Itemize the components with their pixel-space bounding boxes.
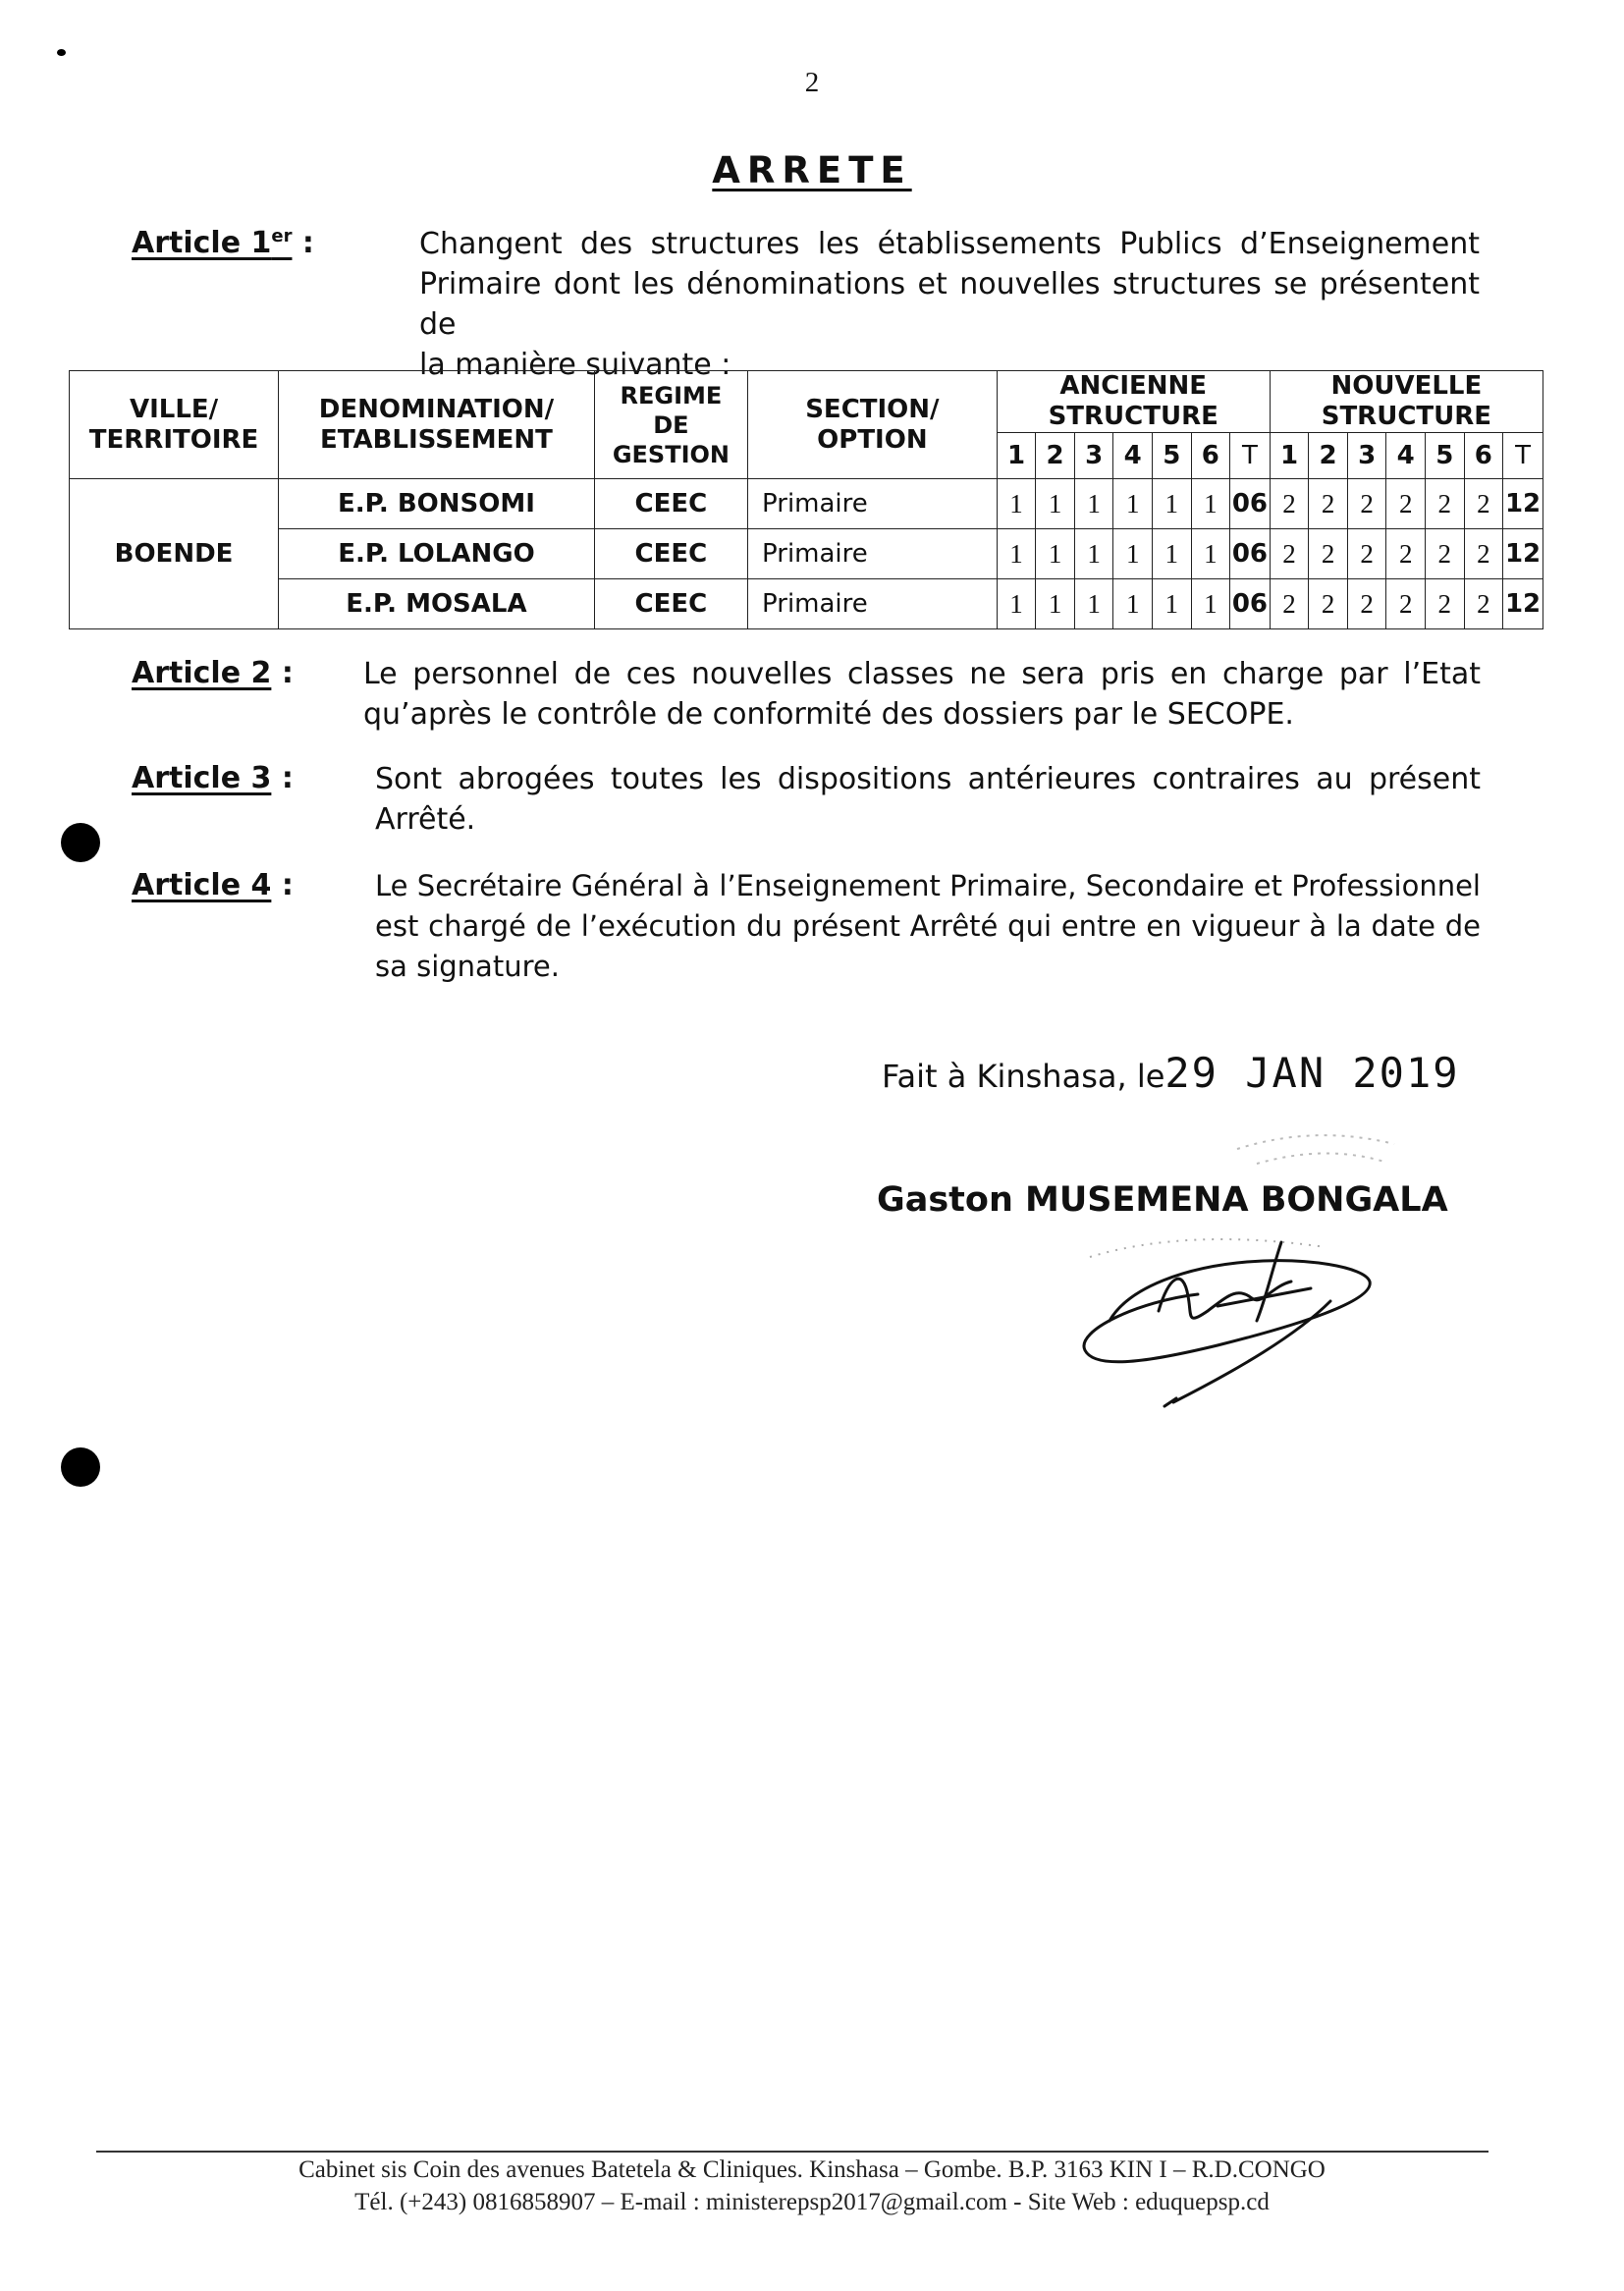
ancienne-cell: 1	[1074, 529, 1113, 579]
handwritten-signature	[1070, 1227, 1404, 1414]
subheader-cell: 4	[1386, 433, 1426, 479]
nouvelle-cell: 2	[1347, 529, 1386, 579]
section-cell: Primaire	[748, 479, 998, 529]
article-3-line: Arrêté.	[375, 802, 476, 837]
regime-cell: CEEC	[594, 579, 747, 629]
article-2-line: qu’après le contrôle de conformité des dossiers par le SECOPE.	[363, 697, 1294, 732]
nouvelle-total-cell: 12	[1503, 529, 1543, 579]
article-3-label-suffix: :	[271, 761, 294, 795]
place-date	[882, 1049, 1460, 1097]
section-cell: Primaire	[748, 579, 998, 629]
scan-speck	[57, 49, 66, 56]
ancienne-cell: 1	[1113, 579, 1153, 629]
ancienne-cell: 1	[1036, 579, 1075, 629]
document-title-text: ARRETE	[712, 149, 912, 191]
article-3-label-text: Article 3	[132, 761, 272, 795]
article-2-text	[363, 654, 1481, 735]
subheader-cell: 2	[1036, 433, 1075, 479]
header-ancienne-structure: ANCIENNE STRUCTURE	[997, 371, 1270, 433]
punch-hole-mark	[61, 1447, 100, 1487]
nouvelle-cell: 2	[1426, 479, 1465, 529]
nouvelle-cell: 2	[1426, 529, 1465, 579]
article-1-line: la manière suivante :	[419, 348, 731, 382]
ancienne-cell: 1	[1152, 479, 1191, 529]
signer-name: Gaston MUSEMENA BONGALA	[877, 1180, 1448, 1220]
etablissement-cell: E.P. BONSOMI	[279, 479, 595, 529]
ancienne-cell: 1	[997, 579, 1036, 629]
article-2-label	[132, 656, 294, 690]
article-1-label-text: Article 1	[132, 226, 272, 260]
nouvelle-cell: 2	[1347, 479, 1386, 529]
article-4-label	[132, 868, 294, 902]
article-1-text	[419, 224, 1480, 385]
ancienne-cell: 1	[1036, 479, 1075, 529]
article-3-label	[132, 761, 294, 795]
subheader-cell: 1	[1270, 433, 1309, 479]
place-date-prefix: Fait à Kinshasa, le	[882, 1058, 1165, 1095]
article-1-label-suffix: :	[292, 226, 314, 260]
nouvelle-cell: 2	[1386, 479, 1426, 529]
table-row	[70, 579, 1543, 629]
ancienne-cell: 1	[1152, 529, 1191, 579]
regime-cell: CEEC	[594, 479, 747, 529]
ancienne-total-cell: 06	[1230, 529, 1271, 579]
article-4-line: Le Secrétaire Général à l’Enseignement Primaire, Secondaire et Professionnel	[375, 869, 1481, 902]
subheader-cell: 3	[1074, 433, 1113, 479]
nouvelle-cell: 2	[1347, 579, 1386, 629]
ancienne-cell: 1	[1191, 579, 1230, 629]
ancienne-total-cell: 06	[1230, 579, 1271, 629]
nouvelle-cell: 2	[1464, 579, 1503, 629]
ancienne-cell: 1	[1191, 479, 1230, 529]
subheader-cell: 6	[1464, 433, 1503, 479]
subheader-cell: 4	[1113, 433, 1153, 479]
subheader-cell: 1	[997, 433, 1036, 479]
faint-stamp-mark	[1218, 1105, 1414, 1173]
article-2-line: Le personnel de ces nouvelles classes ne sera pris en charge par l’Etat	[363, 657, 1481, 691]
nouvelle-total-cell: 12	[1503, 579, 1543, 629]
footer-divider	[96, 2151, 1489, 2153]
nouvelle-cell: 2	[1309, 479, 1348, 529]
etablissement-cell: E.P. LOLANGO	[279, 529, 595, 579]
table-row	[70, 479, 1543, 529]
subheader-cell: 2	[1309, 433, 1348, 479]
ancienne-cell: 1	[997, 479, 1036, 529]
nouvelle-total-cell: 12	[1503, 479, 1543, 529]
date-stamp: 29 JAN 2019	[1164, 1049, 1460, 1097]
ancienne-cell: 1	[1191, 529, 1230, 579]
ancienne-cell: 1	[1113, 479, 1153, 529]
article-4-line: sa signature.	[375, 950, 560, 983]
footer-address: Cabinet sis Coin des avenues Batetela & Cliniques. Kinshasa – Gombe. B.P. 3163 KIN I – R.D.CONGO	[298, 2156, 1326, 2183]
table-header-row	[70, 371, 1543, 433]
header-regime: REGIME DE GESTION	[594, 371, 747, 479]
ancienne-cell: 1	[1152, 579, 1191, 629]
header-ville: VILLE/ TERRITOIRE	[70, 371, 279, 479]
subheader-cell: 3	[1347, 433, 1386, 479]
ville-cell: BOENDE	[70, 479, 279, 629]
nouvelle-cell: 2	[1426, 579, 1465, 629]
subheader-cell: T	[1503, 433, 1543, 479]
article-4-text	[375, 866, 1481, 987]
ancienne-cell: 1	[1036, 529, 1075, 579]
ancienne-cell: 1	[1113, 529, 1153, 579]
article-3-line: Sont abrogées toutes les dispositions antérieures contraires au présent	[375, 762, 1481, 796]
article-3-text	[375, 759, 1481, 840]
nouvelle-cell: 2	[1270, 579, 1309, 629]
subheader-cell: 5	[1152, 433, 1191, 479]
table-row	[70, 529, 1543, 579]
structure-table	[69, 370, 1543, 629]
ancienne-total-cell: 06	[1230, 479, 1271, 529]
article-1-line: Changent des structures les établissements Publics d’Enseignement	[419, 227, 1480, 261]
article-4-line: est chargé de l’exécution du présent Arrêté qui entre en vigueur à la date de	[375, 909, 1481, 943]
header-nouvelle-structure: NOUVELLE STRUCTURE	[1270, 371, 1543, 433]
header-denomination: DENOMINATION/ ETABLISSEMENT	[279, 371, 595, 479]
article-2-label-suffix: :	[271, 656, 294, 690]
document-title	[0, 149, 1624, 191]
ancienne-cell: 1	[997, 529, 1036, 579]
subheader-cell: 6	[1191, 433, 1230, 479]
section-cell: Primaire	[748, 529, 998, 579]
ancienne-cell: 1	[1074, 479, 1113, 529]
article-2-label-text: Article 2	[132, 656, 272, 690]
nouvelle-cell: 2	[1386, 579, 1426, 629]
punch-hole-mark	[61, 823, 100, 862]
nouvelle-cell: 2	[1270, 529, 1309, 579]
nouvelle-cell: 2	[1386, 529, 1426, 579]
subheader-cell: T	[1230, 433, 1271, 479]
etablissement-cell: E.P. MOSALA	[279, 579, 595, 629]
nouvelle-cell: 2	[1464, 529, 1503, 579]
ancienne-cell: 1	[1074, 579, 1113, 629]
article-1-label-sup: er	[271, 226, 293, 246]
header-section: SECTION/ OPTION	[748, 371, 998, 479]
page-number: 2	[804, 67, 820, 98]
nouvelle-cell: 2	[1309, 529, 1348, 579]
regime-cell: CEEC	[594, 529, 747, 579]
article-1-line: Primaire dont les dénominations et nouvelles structures se présentent de	[419, 267, 1480, 342]
subheader-cell: 5	[1426, 433, 1465, 479]
article-4-label-text: Article 4	[132, 868, 272, 902]
article-1-label	[132, 226, 314, 260]
article-4-label-suffix: :	[271, 868, 294, 902]
nouvelle-cell: 2	[1270, 479, 1309, 529]
nouvelle-cell: 2	[1309, 579, 1348, 629]
footer-contact: Tél. (+243) 0816858907 – E-mail : ministerepsp2017@gmail.com - Site Web : eduquepsp.cd	[354, 2189, 1270, 2215]
nouvelle-cell: 2	[1464, 479, 1503, 529]
